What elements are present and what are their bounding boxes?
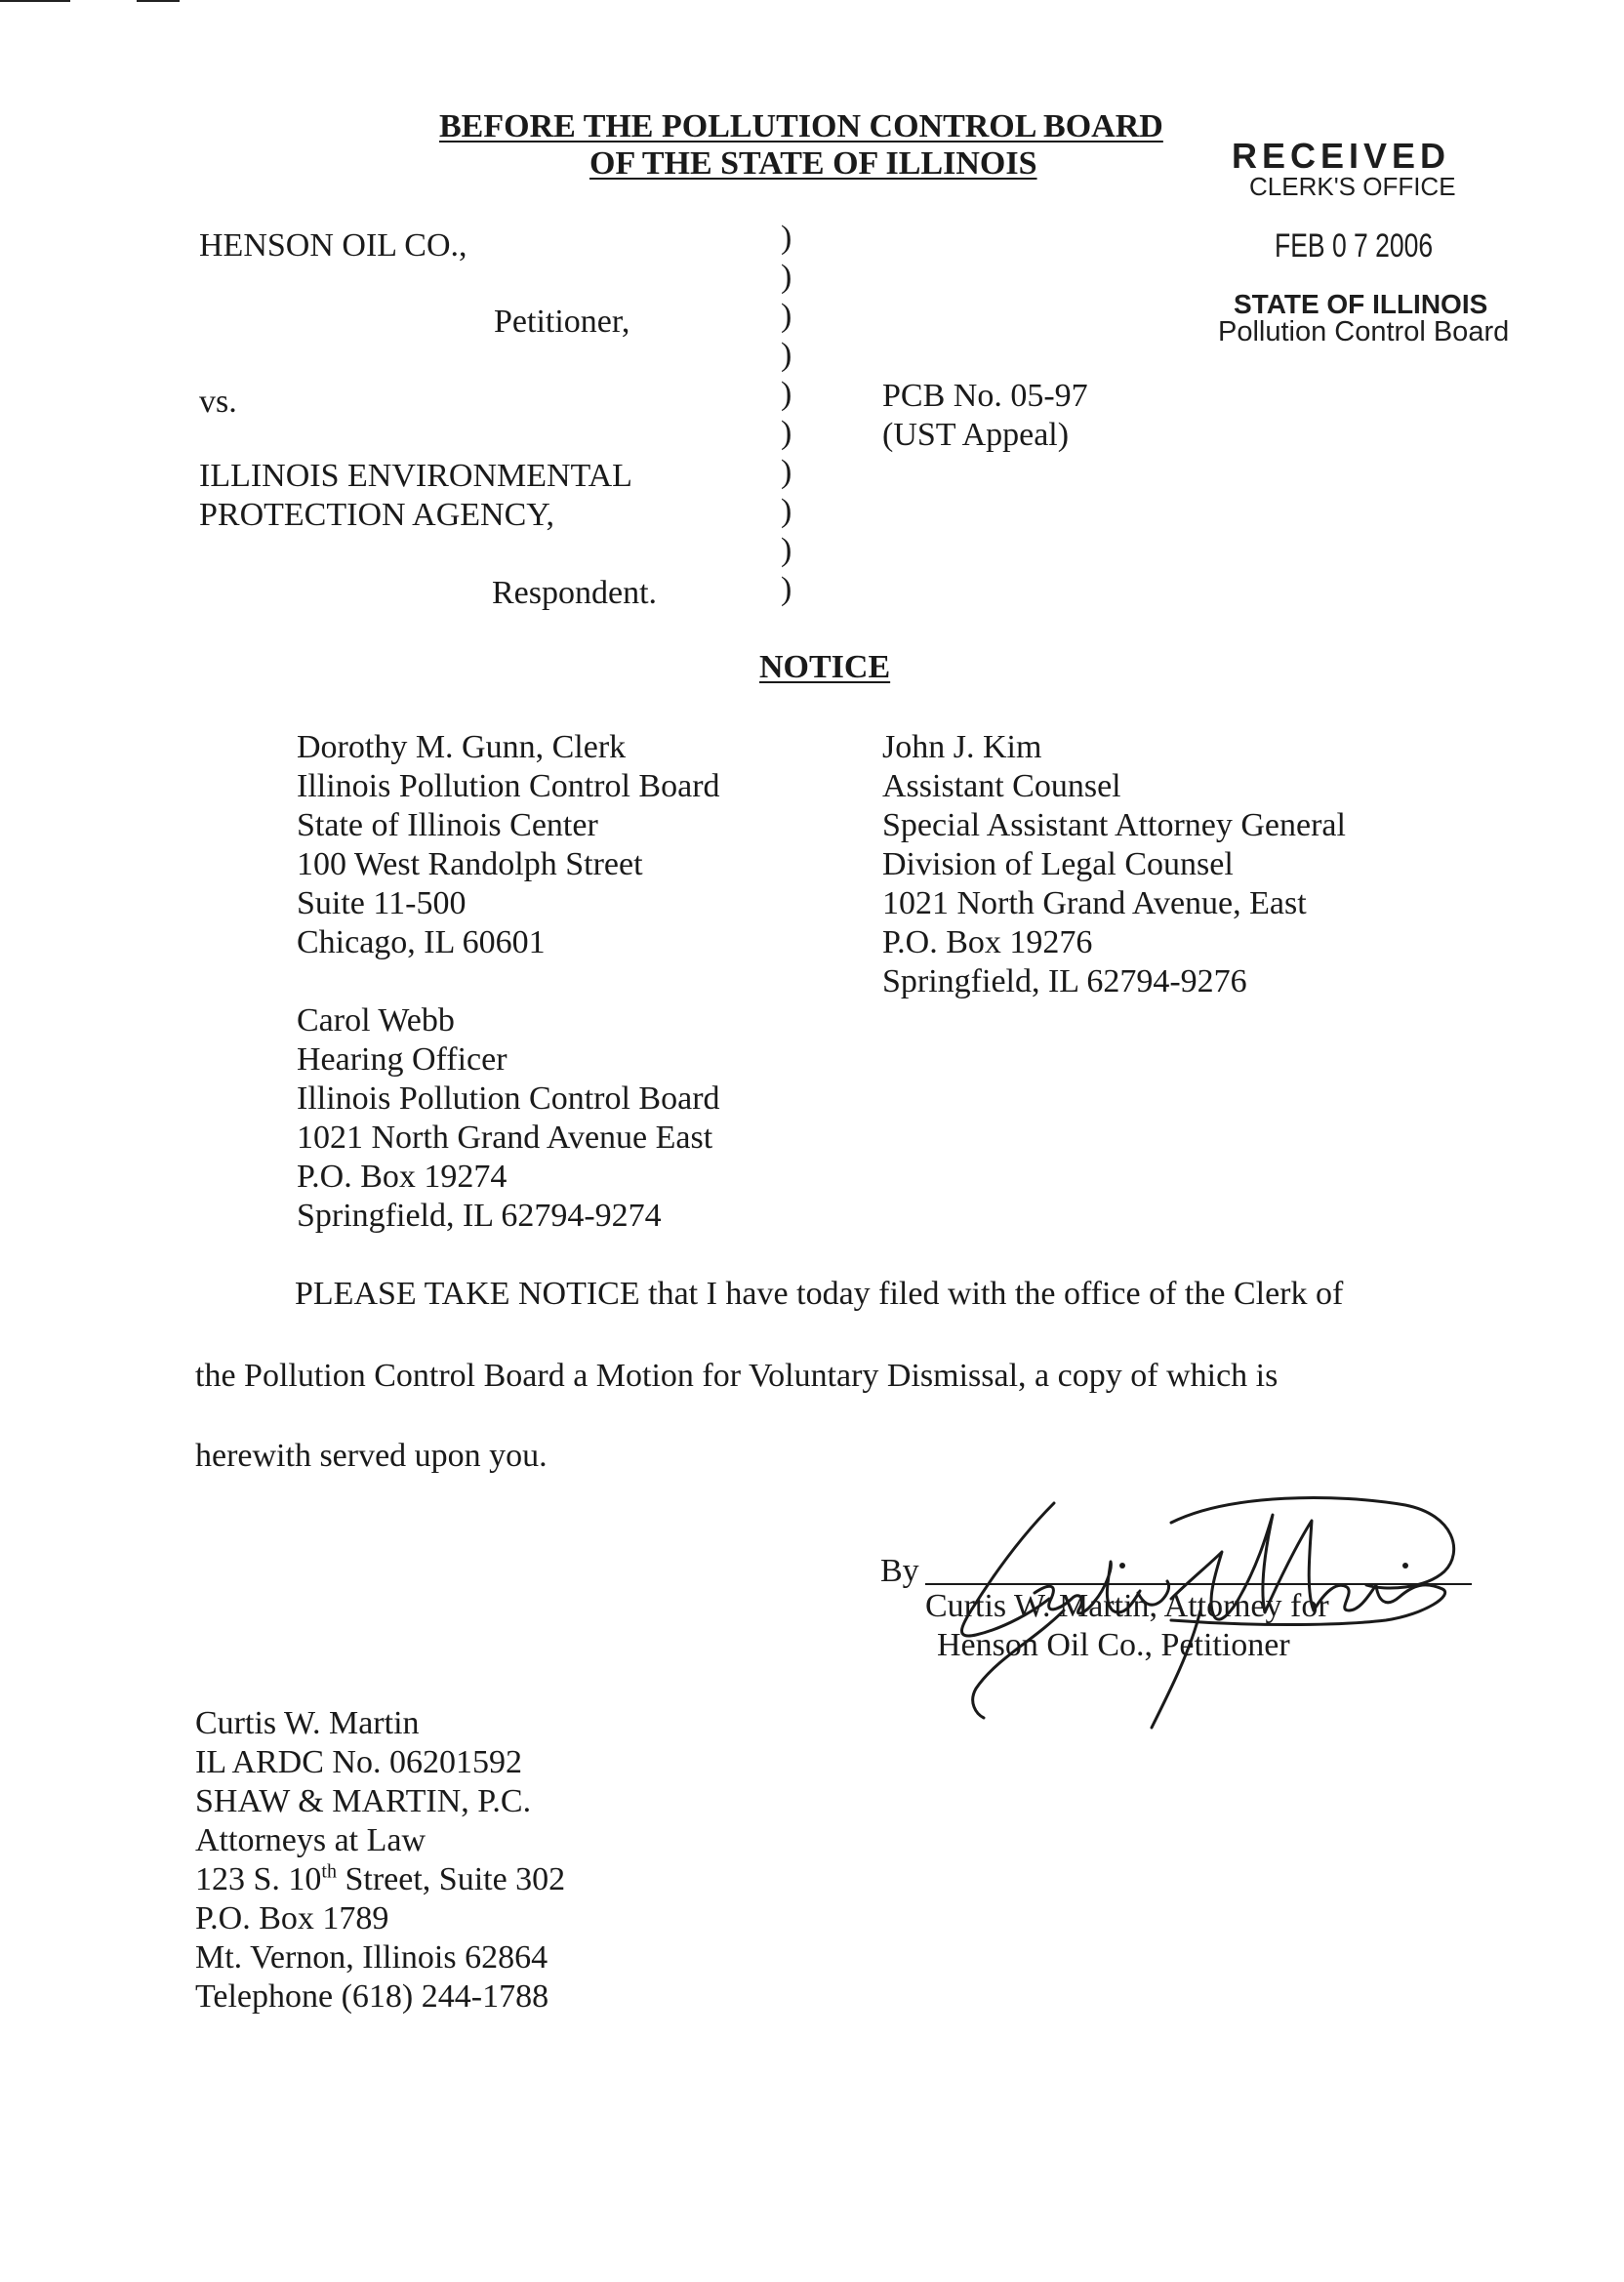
body-line-2: the Pollution Control Board a Motion for Voluntary Dismissal, a copy of which is	[195, 1358, 1279, 1394]
paren: )	[781, 493, 792, 529]
versus: vs.	[199, 384, 237, 420]
attorney-ardc: IL ARDC No. 06201592	[195, 1744, 522, 1780]
body-line-1: PLEASE TAKE NOTICE that I have today filed with the office of the Clerk of	[295, 1276, 1344, 1312]
paren: )	[781, 376, 792, 412]
stamp-received: RECEIVED	[1232, 136, 1451, 176]
address-line: Division of Legal Counsel	[882, 846, 1234, 882]
respondent-role: Respondent.	[492, 575, 658, 611]
scan-mark	[0, 0, 70, 2]
header-line-1: BEFORE THE POLLUTION CONTROL BOARD	[439, 108, 1163, 144]
street-suffix: Street, Suite 302	[336, 1861, 566, 1897]
street-sup: th	[321, 1860, 337, 1883]
stamp-office: CLERK'S OFFICE	[1249, 172, 1456, 201]
attorney-firm: SHAW & MARTIN, P.C.	[195, 1783, 532, 1819]
address-line: 1021 North Grand Avenue, East	[882, 885, 1307, 921]
address-line: Springfield, IL 62794-9274	[297, 1198, 662, 1234]
paren: )	[781, 337, 792, 373]
signature-by: By	[880, 1553, 919, 1589]
caption-parens	[781, 219, 792, 609]
case-type: (UST Appeal)	[882, 417, 1070, 453]
address-line: 100 West Randolph Street	[297, 846, 643, 882]
attorney-street	[195, 1860, 565, 1899]
stamp-date: FEB 0 7 2006	[1275, 227, 1434, 265]
address-line: P.O. Box 19274	[297, 1159, 508, 1195]
attorney-name: Curtis W. Martin	[195, 1705, 420, 1741]
address-line: Special Assistant Attorney General	[882, 807, 1346, 843]
recipient-clerk	[297, 728, 720, 962]
attorney-phone: Telephone (618) 244-1788	[195, 1978, 549, 2015]
stamp-board: Pollution Control Board	[1218, 316, 1510, 347]
petitioner-role: Petitioner,	[494, 304, 630, 340]
body-line-3: herewith served upon you.	[195, 1438, 548, 1474]
paren: )	[781, 571, 792, 607]
scan-mark	[137, 0, 180, 2]
stamp-state: STATE OF ILLINOIS	[1234, 289, 1488, 319]
address-line: Hearing Officer	[297, 1041, 508, 1078]
notice-title: NOTICE	[759, 649, 891, 685]
address-line: 1021 North Grand Avenue East	[297, 1120, 713, 1156]
attorney-city: Mt. Vernon, Illinois 62864	[195, 1939, 548, 1976]
signer-line-1: Curtis W. Martin, Attorney for	[925, 1588, 1329, 1624]
petitioner-name: HENSON OIL CO.,	[199, 227, 467, 264]
paren: )	[781, 415, 792, 451]
paren: )	[781, 220, 792, 256]
paren: )	[781, 298, 792, 334]
respondent-name-2: PROTECTION AGENCY,	[199, 497, 554, 533]
attorney-title: Attorneys at Law	[195, 1822, 426, 1858]
address-line: Carol Webb	[297, 1002, 455, 1039]
attorney-block	[195, 1704, 565, 2017]
address-line: Dorothy M. Gunn, Clerk	[297, 729, 627, 765]
recipient-hearing-officer	[297, 1001, 720, 1236]
address-line: Chicago, IL 60601	[297, 924, 546, 960]
street-prefix: 123 S. 10	[195, 1861, 322, 1897]
address-line: P.O. Box 19276	[882, 924, 1093, 960]
respondent-name-1: ILLINOIS ENVIRONMENTAL	[199, 458, 632, 494]
address-line: John J. Kim	[882, 729, 1042, 765]
signer-line-2: Henson Oil Co., Petitioner	[937, 1627, 1290, 1663]
address-line: Assistant Counsel	[882, 768, 1121, 804]
address-line: Illinois Pollution Control Board	[297, 768, 720, 804]
address-line: Springfield, IL 62794-9276	[882, 963, 1247, 999]
address-line: State of Illinois Center	[297, 807, 598, 843]
header-line-2: OF THE STATE OF ILLINOIS	[589, 145, 1037, 182]
recipient-counsel	[882, 728, 1346, 1001]
paren: )	[781, 259, 792, 295]
address-line: Illinois Pollution Control Board	[297, 1080, 720, 1117]
case-number: PCB No. 05-97	[882, 378, 1088, 414]
paren: )	[781, 454, 792, 490]
attorney-po-box: P.O. Box 1789	[195, 1900, 389, 1936]
paren: )	[781, 532, 792, 568]
address-line: Suite 11-500	[297, 885, 467, 921]
